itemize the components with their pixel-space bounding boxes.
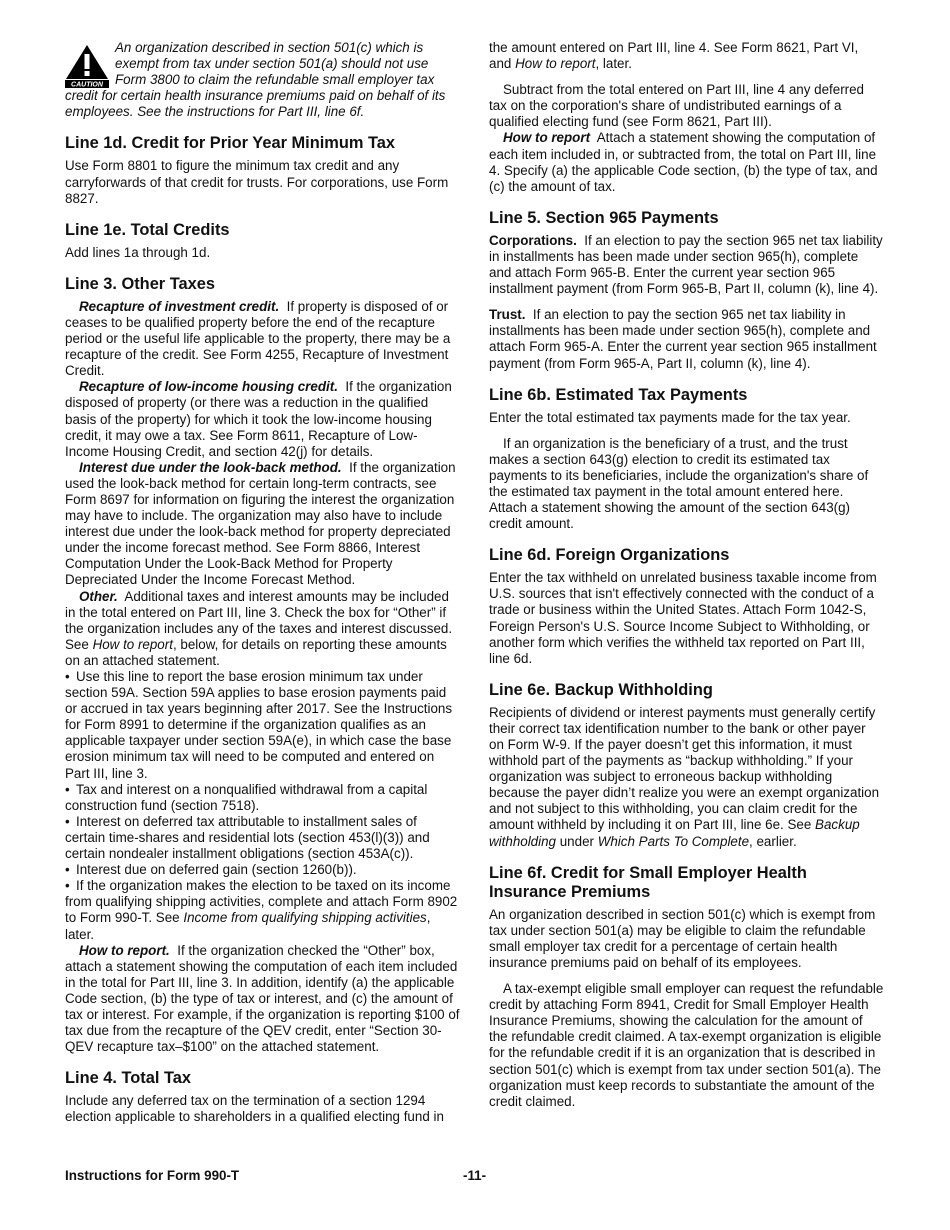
para-6f-1: An organization described in section 501(c) which is exempt from tax under section 501(a) may be eligible to claim the refundable small employer tax credit for a percentage of certain health insurance premiums paid on behalf of its employees. [489,906,876,970]
para-recapture-investment [65,299,460,379]
para-6b-2: If an organization is the beneficiary of a trust, and the trust makes a section 643(g) election to credit its estimated tax payments to its beneficiaries, include the organization's share of the estimated tax payment in the total amount entered here. Attach a statement showing the amount of the section 643(g) credit amount. [489,435,869,532]
para-other [65,589,460,669]
para-how-to-report [65,943,460,1056]
para-6d: Enter the tax withheld on unrelated business taxable income from U.S. sources that isn't effectively connected with the conduct of a trade or business within the United States. Attach Form 1042-S, Foreign Person's U.S. Source Income Subject to Withholding, or another form which verifies the withheld tax reported on Part III, line 6d. [489,570,877,666]
list-item: • If the organization makes the election to be taxed on its income from qualifying shipping activities, complete and attach Form 8902 to Form 990-T. See Income from qualifying shipping activities, later. [65,878,458,942]
para-subtract: Subtract from the total entered on Part III, line 4 any deferred tax on the corporation's share of undistributed earnings of a qualified electing fund (see Form 8621, Part III). [489,82,865,130]
para-line-1d: Use Form 8801 to figure the minimum tax credit and any carryforwards of that credit for trusts. For corporations, use Form 8827. [65,158,449,206]
heading-line-6b: Line 6b. Estimated Tax Payments [489,385,748,404]
para-6e: Recipients of dividend or interest payments must generally certify their correct tax identification number to the bank or other payer on Form W-9. If the payer doesn’t get this information, it must withhold part of the payments as “backup withholding.” If your organization was subject to erroneous backup withholding because the payer didn’t realize you were an exempt organization and not subject to this withholding, you can claim credit for the amount withheld by including it on Part III, line 6e. See Backup withholding under Which Parts To Complete, earlier. [489,704,880,849]
text-lookback: If the organization used the look-back method for certain long-term contracts, see Form 8697 for information on figuring the interest the organization may have to include. The organization may also have to include interest due under the look-back method for property depreciated under the income forecast method. See Form 8866, Interest Computation Under the Look-Back Method for Property Depreciated Under the Income Forecast Method. [65,459,456,588]
text-other-italic: How to report [92,636,173,652]
heading-line-1e: Line 1e. Total Credits [65,220,230,239]
lead-trust: Trust. [489,307,526,323]
lead-corporations: Corporations. [489,232,577,248]
lead-how-to-report: How to report. [79,942,170,958]
left-column [65,40,460,1135]
heading-line-5: Line 5. Section 965 Payments [489,208,719,227]
para-6b-1: Enter the total estimated tax payments made for the tax year. [489,409,851,425]
caution-icon [65,44,109,88]
heading-line-3: Line 3. Other Taxes [65,274,215,293]
para-corporations: Corporations. If an election to pay the section 965 net tax liability in installments has been made under section 965(h), complete and attach Form 965-B. Enter the current year section 965 installment payment (from Form 965-B, Part II, column (k), line 4). [489,232,883,297]
para-line-1e: Add lines 1a through 1d. [65,244,211,260]
list-item: • Use this line to report the base erosion minimum tax under section 59A. Section 59A applies to base erosion payments paid or accrued in tax years beginning after 2017. See the Instructions for Form 8991 to determine if the organization qualifies as an applicable taxpayer under section 59A(e), in which case the base erosion minimum tax will need to be computed and entered on Part III, line 3. [65,669,453,781]
heading-line-4: Line 4. Total Tax [65,1069,191,1088]
list-item: • Tax and interest on a nonqualified withdrawal from a capital construction fund (section 7518). [65,781,428,813]
list-item: • Interest due on deferred gain (section 1260(b)). [65,862,357,878]
lead-lookback: Interest due under the look-back method. [79,459,342,475]
lead-other: Other. [79,588,118,604]
heading-line-6e: Line 6e. Backup Withholding [489,680,713,699]
bullet-list [65,669,460,943]
lead-recapture-investment: Recapture of investment credit. [79,298,280,314]
heading-line-6f: Line 6f. Credit for Small Employer Health Insurance Premiums [489,863,807,901]
caution-label: CAUTION [71,81,103,88]
lead-recapture-lih: Recapture of low-income housing credit. [79,379,338,395]
para-line-4: Include any deferred tax on the termination of a section 1294 election applicable to shareholders in a qualified electing fund in [65,1093,444,1125]
list-item: • Interest on deferred tax attributable to installment sales of certain time-shares and residential lots (section 453(l)(3)) and certain nondealer installment obligations (section 453A(c)). [65,813,430,862]
para-trust: Trust. If an election to pay the section 965 net tax liability in installments has been made under section 965(h), complete and attach Form 965-A. Enter the current year section 965 installment payment (from Form 965-A, Part II, column (k), line 4). [489,307,877,371]
right-column [489,40,884,1120]
footer-form-title: Instructions for Form 990-T [65,1168,240,1183]
caution-note [65,40,460,120]
page-number: -11- [463,1168,487,1183]
lead-how-to-report-4: How to report [503,130,591,146]
text-recapture-lih: If the organization disposed of property (or there was a reduction in the qualified basis of the property) for which it took the low-income housing credit, it may owe a tax. See Form 8611, Recapture of Low-Income Housing Credit, and section 42(j) for details. [65,379,452,459]
text-recapture-investment: If property is disposed of or ceases to be qualified property before the end of the recapture period or the useful life applicable to the property, there may be a recapture of the credit. See Form 4255, Recapture of Investment Credit. [65,298,451,379]
caution-text: An organization described in section 501(c) which is exempt from tax under section 501(a) should not use Form 3800 to claim the refundable small employer tax credit for certain health insurance premiums paid on behalf of its employees. See the instructions for Part III, line 6f. [65,40,446,120]
para-how-to-report-4: How to report Attach a statement showing the computation of each item included in, or subtracted from, the total on Part III, line 4. Specify (a) the applicable Code section, (b) the type of tax, and (c) the amount of tax. [489,130,878,194]
para-line-4-continued: the amount entered on Part III, line 4. See Form 8621, Part VI, and How to report, later. [489,40,859,72]
para-6f-2: A tax-exempt eligible small employer can request the refundable credit by attaching Form 8941, Credit for Small Employer Health Insurance Premiums, showing the calculation for the amount of the refundable credit claimed. A tax-exempt organization is eligible for the refundable credit if it is an organization that is described in section 501(c) which is exempt from tax under section 501(a). The organization must keep records to substantiate the amount of the credit claimed. [489,981,884,1109]
text-other-a: Additional taxes and interest amounts may be included in the total entered on Part III, line 3. Check the box for “Other” if the organization includes any of the taxes and interest discussed. See [65,588,453,652]
heading-line-1d: Line 1d. Credit for Prior Year Minimum Tax [65,134,396,153]
text-other-b: , below, for details on reporting these amounts on an attached statement. [65,636,447,668]
para-recapture-lih [65,379,460,459]
text-how-to-report: If the organization checked the “Other” box, attach a statement showing the computation of each item included in the total for Part III, line 3. In addition, identify (a) the applicable Code section, (b) the type of tax or interest, and (c) the amount of tax or interest. For example, if the organization is reporting $100 of tax due from the recapture of the QEV credit, enter “Section 30-QEV recapture tax–$100” on the attached statement. [65,942,460,1055]
para-lookback [65,460,460,589]
heading-line-6d: Line 6d. Foreign Organizations [489,546,730,565]
